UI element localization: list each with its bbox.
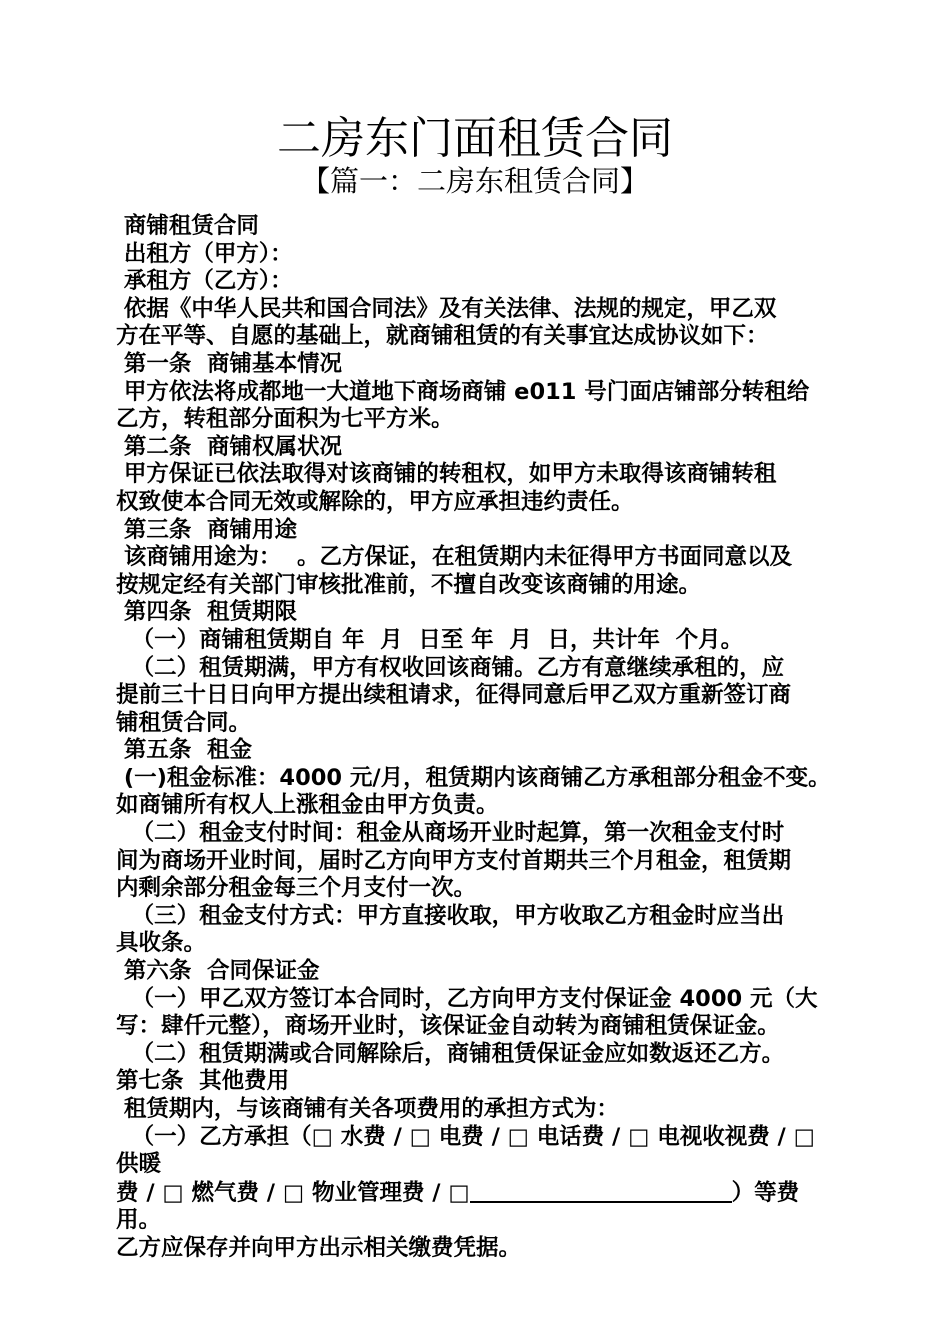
contract-line: 租赁期内，与该商铺有关各项费用的承担方式为：	[116, 1096, 619, 1122]
fee-line-start: 费 / □ 燃气费 / □ 物业管理费 / □	[116, 1179, 470, 1206]
contract-lines	[116, 213, 836, 1179]
contract-line: 甲方保证已依法取得对该商铺的转租权，如甲方未取得该商铺转租	[116, 461, 777, 488]
contract-line: 商铺租赁合同	[116, 213, 259, 239]
contract-line: 乙方，转租部分面积为七平方米。	[116, 406, 454, 433]
contract-line: 权致使本合同无效或解除的，甲方应承担违约责任。	[116, 488, 634, 515]
contract-line: 具收条。	[116, 930, 207, 957]
contract-line: （一）乙方承担（□ 水费 / □ 电费 / □ 电话费 / □ 电视收视费 / □ 供暖	[116, 1123, 823, 1178]
contract-line: （一）甲乙双方签订本合同时，乙方向甲方支付保证金 4000 元（大	[116, 985, 818, 1012]
contract-line: （二）租赁期满或合同解除后，商铺租赁保证金应如数返还乙方。	[116, 1040, 785, 1067]
contract-line: 第七条 其他费用	[116, 1068, 290, 1095]
contract-line: 依据《中华人民共和国合同法》及有关法律、法规的规定，甲乙双	[116, 295, 777, 322]
contract-line: 内剩余部分租金每三个月支付一次。	[116, 875, 477, 902]
contract-line: 写：肆仟元整），商场开业时，该保证金自动转为商铺租赁保证金。	[116, 1013, 780, 1040]
contract-line-last: 乙方应保存并向甲方出示相关缴费凭据。	[116, 1234, 522, 1261]
contract-line: 提前三十日日向甲方提出续租请求，征得同意后甲乙双方重新签订商	[116, 682, 792, 709]
contract-line: （二）租金支付时间：租金从商场开业时起算，第一次租金支付时	[116, 820, 785, 847]
contract-line: （二）租赁期满，甲方有权收回该商铺。乙方有意继续承租的，应	[116, 654, 785, 681]
contract-line: 第六条 合同保证金	[116, 958, 320, 985]
fill-in-blank	[470, 1179, 732, 1203]
contract-body	[116, 213, 836, 1263]
contract-line: 该商铺用途为： 。乙方保证，在租赁期内未征得甲方书面同意以及	[116, 544, 793, 571]
contract-line: 承租方（乙方）：	[116, 268, 293, 295]
document-title: 二房东门面租赁合同	[277, 113, 673, 164]
contract-line: 第五条 租金	[116, 737, 253, 764]
contract-line: 按规定经有关部门审核批准前，不擅自改变该商铺的用途。	[116, 571, 702, 598]
document-subtitle: 【篇一：二房东租赁合同】	[300, 164, 649, 198]
contract-line: 间为商场开业时间，届时乙方向甲方支付首期共三个月租金，租赁期	[116, 847, 792, 874]
contract-line: 第二条 商铺权属状况	[116, 433, 343, 460]
contract-line: 铺租赁合同。	[116, 709, 252, 736]
fee-line-end: ）等费用。	[116, 1179, 800, 1234]
contract-line: 如商铺所有权人上涨租金由甲方负责。	[116, 792, 499, 819]
contract-line: 第一条 商铺基本情况	[116, 350, 343, 377]
contract-line: （三）租金支付方式：甲方直接收取，甲方收取乙方租金时应当出	[116, 902, 785, 929]
contract-line-fees	[116, 1179, 836, 1235]
contract-line: 第三条 商铺用途	[116, 516, 298, 543]
contract-line: 第四条 租赁期限	[116, 599, 298, 626]
contract-line: 甲方依法将成都地一大道地下商场商铺 e011 号门面店铺部分转租给	[116, 378, 810, 405]
contract-line: 方在平等、自愿的基础上，就商铺租赁的有关事宜达成协议如下：	[116, 323, 769, 350]
contract-line: （一）商铺租赁期自 年 月 日至 年 月 日，共计年 个月。	[116, 626, 744, 653]
contract-line: (一)租金标准：4000 元/月，租赁期内该商铺乙方承租部分租金不变。	[116, 764, 831, 791]
contract-line: 出租方（甲方）：	[116, 240, 293, 267]
